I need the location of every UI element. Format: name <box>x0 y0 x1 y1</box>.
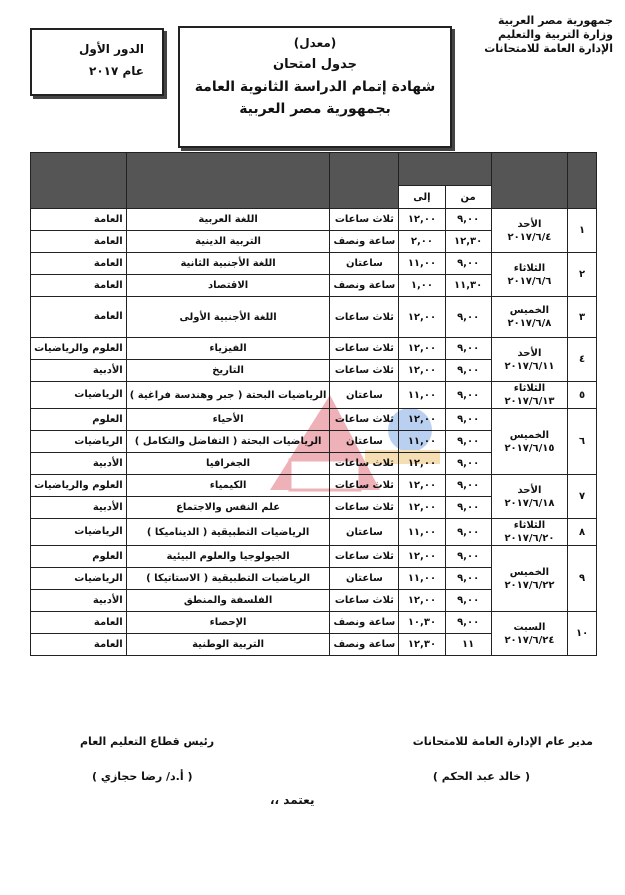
header-to: إلى <box>399 186 445 209</box>
subject: علم النفس والاجتماع <box>126 497 330 519</box>
end-time: ١٢,٠٠ <box>399 475 445 497</box>
subject: التربية الوطنية <box>126 634 330 656</box>
division: العامة <box>31 231 127 253</box>
division: العلوم <box>31 546 127 568</box>
subject: الكيمياء <box>126 475 330 497</box>
start-time: ٩,٠٠ <box>445 338 491 360</box>
table-row <box>31 382 597 409</box>
start-time: ٩,٠٠ <box>445 497 491 519</box>
exam-day: الثلاثاء <box>513 262 546 274</box>
start-time: ٩,٠٠ <box>445 431 491 453</box>
end-time: ١٢,٠٠ <box>399 338 445 360</box>
duration: ساعتان <box>330 382 399 409</box>
duration: ساعة ونصف <box>330 231 399 253</box>
exam-day-date <box>491 409 567 475</box>
end-time: ١,٠٠ <box>399 275 445 297</box>
exam-date: ٢٠١٧/٦/١٣ <box>504 396 555 407</box>
duration: ثلاث ساعات <box>330 475 399 497</box>
subject: الاقتصاد <box>126 275 330 297</box>
division: العلوم والرياضيات <box>31 475 127 497</box>
title-schedule: جدول امتحان <box>273 57 357 72</box>
exam-date: ٢٠١٧/٦/٨ <box>507 318 552 329</box>
subject: الرياضيات التطبيقية ( الاستاتيكا ) <box>126 568 330 590</box>
start-time: ٩,٠٠ <box>445 590 491 612</box>
division: الرياضيات <box>31 382 127 409</box>
subject: الفيزياء <box>126 338 330 360</box>
division: العامة <box>31 612 127 634</box>
duration: ساعتان <box>330 519 399 546</box>
duration: ثلاث ساعات <box>330 209 399 231</box>
duration: ثلاث ساعات <box>330 497 399 519</box>
division: العامة <box>31 634 127 656</box>
table-row <box>31 475 597 497</box>
duration: ثلاث ساعات <box>330 590 399 612</box>
exam-date: ٢٠١٧/٦/١٨ <box>504 497 555 509</box>
exam-day-date <box>491 546 567 612</box>
division: الأدبية <box>31 453 127 475</box>
end-time: ١٢,٣٠ <box>399 634 445 656</box>
end-time: ١٢,٠٠ <box>399 209 445 231</box>
exam-schedule-table <box>30 152 597 656</box>
general-manager-title: مدير عام الإدارة العامة للامتحانات <box>412 735 593 748</box>
division: العامة <box>31 209 127 231</box>
duration: ثلاث ساعات <box>330 297 399 338</box>
end-time: ١٢,٠٠ <box>399 497 445 519</box>
exam-number: ٨ <box>568 519 597 546</box>
duration: ساعتان <box>330 431 399 453</box>
table-row <box>31 409 597 431</box>
table-row <box>31 209 597 231</box>
start-time: ٩,٠٠ <box>445 360 491 382</box>
title-box <box>178 26 452 148</box>
end-time: ١١,٠٠ <box>399 253 445 275</box>
division: الرياضيات <box>31 431 127 453</box>
duration: ساعة ونصف <box>330 634 399 656</box>
table-row <box>31 253 597 275</box>
end-time: ١٢,٠٠ <box>399 360 445 382</box>
table-row <box>31 338 597 360</box>
duration: ثلاث ساعات <box>330 546 399 568</box>
end-time: ١٢,٠٠ <box>399 297 445 338</box>
division: العامة <box>31 297 127 338</box>
exam-number: ٦ <box>568 409 597 475</box>
start-time: ٩,٠٠ <box>445 382 491 409</box>
exam-day-date <box>491 382 567 409</box>
duration: ثلاث ساعات <box>330 453 399 475</box>
division: الأدبية <box>31 497 127 519</box>
division: العامة <box>31 253 127 275</box>
title-amended: (معدل) <box>293 36 337 50</box>
end-time: ١٢,٠٠ <box>399 409 445 431</box>
exam-number: ٤ <box>568 338 597 382</box>
end-time: ١١,٠٠ <box>399 431 445 453</box>
exam-number: ٣ <box>568 297 597 338</box>
end-time: ١١,٠٠ <box>399 382 445 409</box>
subject: الفلسفة والمنطق <box>126 590 330 612</box>
exam-number: ١٠ <box>568 612 597 656</box>
division: العامة <box>31 275 127 297</box>
exam-day-date <box>491 612 567 656</box>
exam-date: ٢٠١٧/٦/٢٠ <box>504 533 555 544</box>
exam-number: ١ <box>568 209 597 253</box>
exam-date: ٢٠١٧/٦/١٥ <box>504 442 555 454</box>
header-duration-cell <box>330 153 399 209</box>
subject: الرياضيات البحتة ( التفاضل والتكامل ) <box>126 431 330 453</box>
subject: الأحياء <box>126 409 330 431</box>
duration: ساعة ونصف <box>330 612 399 634</box>
ministry-header <box>463 14 613 56</box>
exam-number: ٧ <box>568 475 597 519</box>
end-time: ١٢,٠٠ <box>399 453 445 475</box>
exam-day-date <box>491 209 567 253</box>
start-time: ١١ <box>445 634 491 656</box>
header-time-cell <box>399 153 491 186</box>
title-country: بجمهورية مصر العربية <box>239 101 391 117</box>
end-time: ١٢,٠٠ <box>399 590 445 612</box>
subject: اللغة الأجنبية الثانية <box>126 253 330 275</box>
start-time: ٩,٠٠ <box>445 209 491 231</box>
exam-day: الثلاثاء <box>513 383 546 394</box>
ministry-name: وزارة التربية والتعليم <box>498 28 613 41</box>
approval-note: يعتمد ،، <box>270 793 315 807</box>
end-time: ١١,٠٠ <box>399 519 445 546</box>
exam-date: ٢٠١٧/٦/١١ <box>504 360 555 372</box>
header-num-cell <box>568 153 597 209</box>
subject: اللغة العربية <box>126 209 330 231</box>
subject: الرياضيات التطبيقية ( الديناميكا ) <box>126 519 330 546</box>
ministry-country: جمهورية مصر العربية <box>498 14 613 27</box>
start-time: ٩,٠٠ <box>445 253 491 275</box>
subject: التربية الدينية <box>126 231 330 253</box>
start-time: ١١,٣٠ <box>445 275 491 297</box>
exam-number: ٥ <box>568 382 597 409</box>
start-time: ٩,٠٠ <box>445 297 491 338</box>
exam-date: ٢٠١٧/٦/٤ <box>507 231 552 243</box>
subject: الإحصاء <box>126 612 330 634</box>
duration: ساعتان <box>330 568 399 590</box>
start-time: ٩,٠٠ <box>445 612 491 634</box>
general-manager-name: ( خالد عبد الحكم ) <box>432 770 530 783</box>
subject: اللغة الأجنبية الأولى <box>126 297 330 338</box>
duration: ثلاث ساعات <box>330 360 399 382</box>
end-time: ١٢,٠٠ <box>399 546 445 568</box>
table-header-row <box>31 153 597 186</box>
exam-day: الأحد <box>517 484 542 496</box>
title-certificate: شهادة إتمام الدراسة الثانوية العامة <box>194 79 436 95</box>
table-row <box>31 612 597 634</box>
round-box <box>30 28 164 96</box>
exam-day-date <box>491 475 567 519</box>
subject: الجغرافيا <box>126 453 330 475</box>
exam-day: الأحد <box>517 218 542 230</box>
exam-day: الخميس <box>509 566 550 578</box>
start-time: ٩,٠٠ <box>445 475 491 497</box>
division: الرياضيات <box>31 519 127 546</box>
start-time: ٩,٠٠ <box>445 519 491 546</box>
end-time: ٢,٠٠ <box>399 231 445 253</box>
exam-day-date <box>491 253 567 297</box>
duration: ثلاث ساعات <box>330 409 399 431</box>
exam-day: السبت <box>513 621 546 633</box>
exam-number: ٢ <box>568 253 597 297</box>
exam-date: ٢٠١٧/٦/٢٤ <box>504 634 555 646</box>
ministry-department: الإدارة العامة للامتحانات <box>484 42 613 55</box>
round-label: الدور الأول <box>78 42 144 56</box>
subject: التاريخ <box>126 360 330 382</box>
exam-day: الخميس <box>509 305 550 316</box>
sector-head-name: ( أ.د/ رضا حجازي ) <box>92 770 193 783</box>
header-from: من <box>445 186 491 209</box>
round-year: عام ٢٠١٧ <box>89 64 144 78</box>
end-time: ١١,٠٠ <box>399 568 445 590</box>
header-division-cell <box>31 153 127 209</box>
subject: الرياضيات البحتة ( جبر وهندسة فراغية ) <box>126 382 330 409</box>
table-row <box>31 297 597 338</box>
exam-day-date <box>491 297 567 338</box>
duration: ثلاث ساعات <box>330 338 399 360</box>
sector-head-title: رئيس قطاع التعليم العام <box>80 735 215 748</box>
division: العلوم <box>31 409 127 431</box>
exam-number: ٩ <box>568 546 597 612</box>
start-time: ٩,٠٠ <box>445 546 491 568</box>
header-subject-cell <box>126 153 330 209</box>
header-day-cell <box>491 153 567 209</box>
start-time: ٩,٠٠ <box>445 409 491 431</box>
table-row <box>31 546 597 568</box>
table-row <box>31 519 597 546</box>
division: العلوم والرياضيات <box>31 338 127 360</box>
division: الأدبية <box>31 590 127 612</box>
exam-day: الأحد <box>517 347 542 359</box>
exam-day-date <box>491 338 567 382</box>
exam-day: الثلاثاء <box>513 520 546 531</box>
start-time: ٩,٠٠ <box>445 568 491 590</box>
exam-date: ٢٠١٧/٦/٢٢ <box>504 579 555 591</box>
duration: ساعة ونصف <box>330 275 399 297</box>
start-time: ١٢,٣٠ <box>445 231 491 253</box>
end-time: ١٠,٣٠ <box>399 612 445 634</box>
subject: الجيولوجيا والعلوم البيئية <box>126 546 330 568</box>
duration: ساعتان <box>330 253 399 275</box>
division: الرياضيات <box>31 568 127 590</box>
exam-day: الخميس <box>509 429 550 441</box>
start-time: ٩,٠٠ <box>445 453 491 475</box>
exam-date: ٢٠١٧/٦/٦ <box>507 275 552 287</box>
exam-day-date <box>491 519 567 546</box>
division: الأدبية <box>31 360 127 382</box>
